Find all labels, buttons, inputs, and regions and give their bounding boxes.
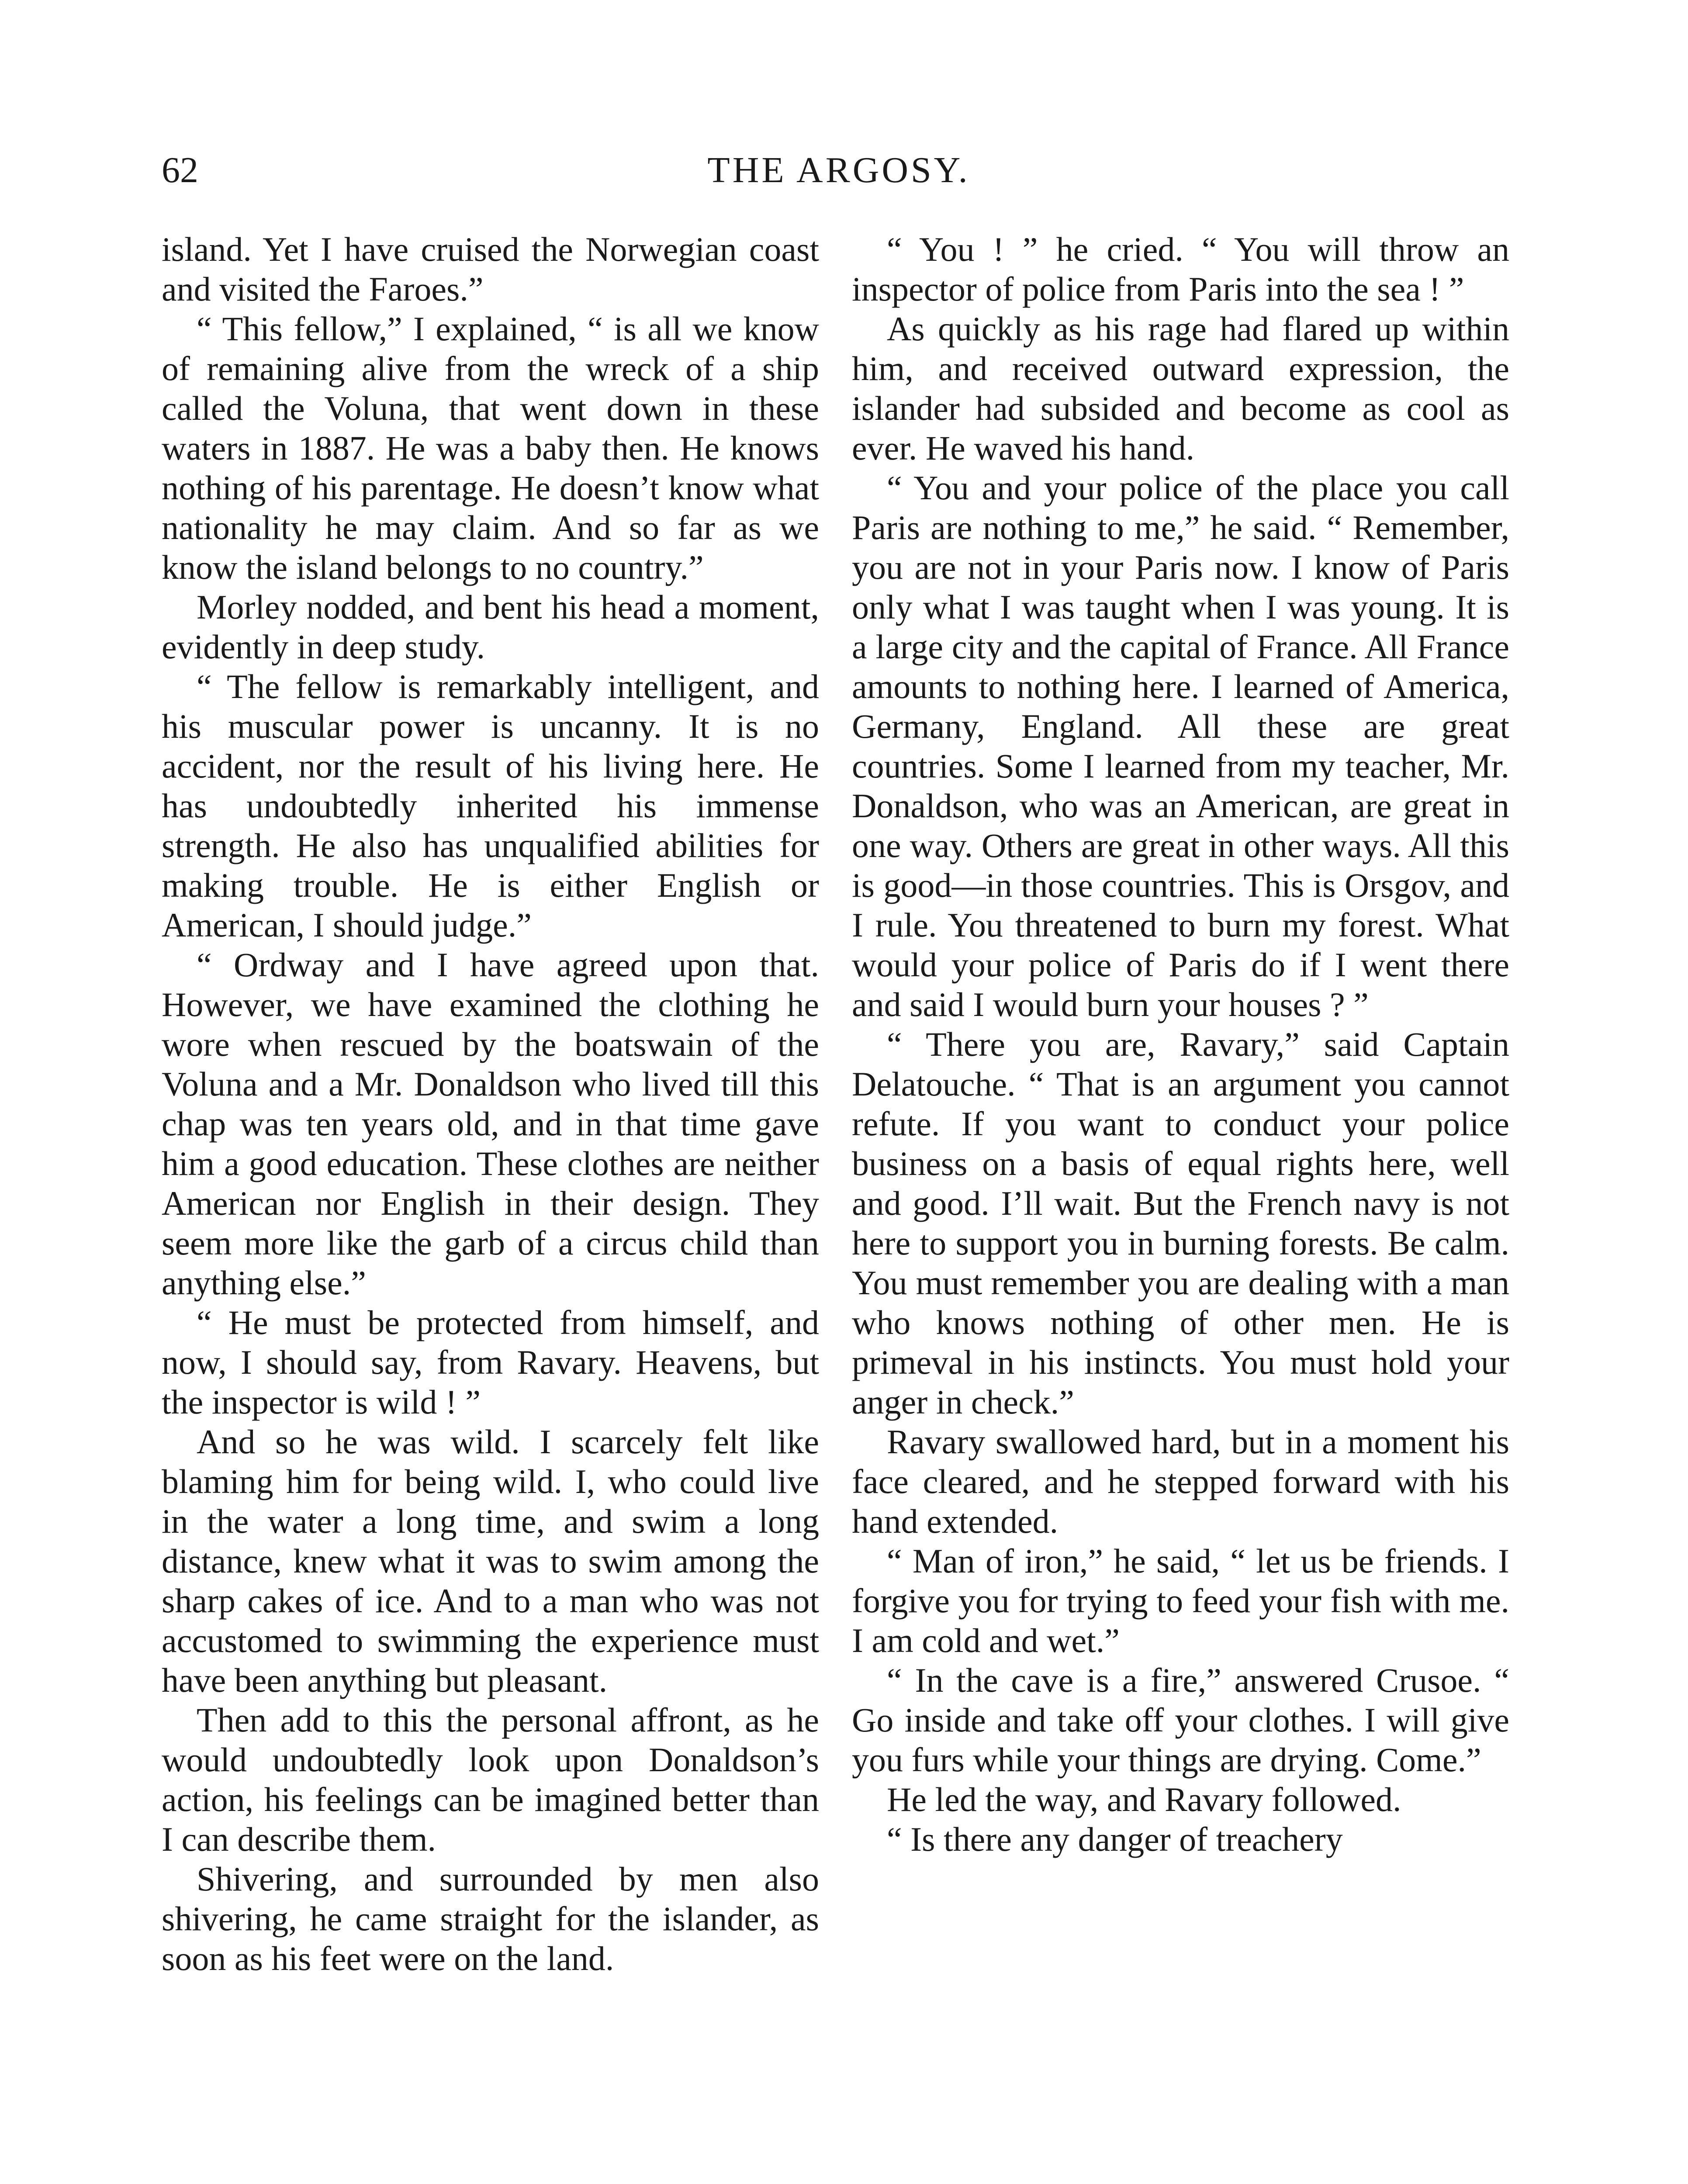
page-number: 62 <box>162 150 198 190</box>
paragraph: “ This fellow,” I explained, “ is all we know of remaining alive from the wreck of a ship called the Voluna, that went down in these waters in 1887. He was a baby then. He knows nothing of his parentage. He doesn’t know what nationality he may claim. And so far as we know the island belongs to no country.” <box>162 310 819 586</box>
paragraph: “ He must be protected from himself, and now, I should say, from Ravary. Heavens, but the inspector is wild ! ” <box>162 1303 819 1421</box>
paragraph: “ There you are, Ravary,” said Captain Delatouche. “ That is an argument you cannot refute. If you want to conduct your police business on a basis of equal rights here, well and good. I’ll wait. But the French navy is not here to support you in burning forests. Be calm. You must remember you are dealing with a man who knows nothing of other men. He is primeval in his instincts. You must hold your anger in check.” <box>852 1025 1509 1421</box>
page-header <box>162 140 1516 201</box>
paragraph: “ Ordway and I have agreed upon that. However, we have examined the clothing he wore when rescued by the boatswain of the Voluna and a Mr. Donaldson who lived till this chap was ten years old, and in that time gave him a good education. These clothes are neither American nor English in their design. They seem more like the garb of a circus child than anything else.” <box>162 946 819 1302</box>
paragraph: And so he was wild. I scarcely felt like blaming him for being wild. I, who could live in the water a long time, and swim a long distance, knew what it was to swim among the sharp cakes of ice. And to a man who was not accustomed to swimming the experience must have been anything but pleasant. <box>162 1423 819 1699</box>
paragraph: “ Is there any danger of treachery <box>887 1820 1343 1858</box>
paragraph: “ You and your police of the place you call Paris are nothing to me,” he said. “ Remember, you are not in your Paris now. I know of Paris only what I was taught when I was young. It is a large city and the capital of France. All France amounts to nothing here. I learned of America, Germany, England. All these are great countries. Some I learned from my teacher, Mr. Donaldson, who was an American, are great in one way. Others are great in other ways. All this is good—in those countries. This is Orsgov, and I rule. You threatened to burn my forest. What would your police of Paris do if I went there and said I would burn your houses ? ” <box>852 469 1509 1023</box>
paragraph: “ The fellow is remarkably intelligent, and his muscular power is uncanny. It is no accident, nor the result of his living here. He has undoubtedly inherited his immense strength. He also has unqualified abilities for making trouble. He is either English or American, I should judge.” <box>162 667 819 944</box>
paragraph: “ You ! ” he cried. “ You will throw an inspector of police from Paris into the sea ! ” <box>852 230 1509 308</box>
paragraph: island. Yet I have cruised the Norwegian coast and visited the Faroes.” <box>162 230 819 308</box>
paragraph: Then add to this the personal affront, as he would undoubtedly look upon Donaldson’s action, his feelings can be imagined better than I can describe them. <box>162 1701 819 1858</box>
paragraph: As quickly as his rage had flared up within him, and received outward expression, the islander had subsided and become as cool as ever. He waved his hand. <box>852 310 1509 467</box>
paragraph: He led the way, and Ravary followed. <box>887 1780 1401 1818</box>
running-title: THE ARGOSY. <box>707 150 970 190</box>
paragraph: Ravary swallowed hard, but in a moment his face cleared, and he stepped forward with his hand extended. <box>852 1423 1509 1540</box>
paragraph: Morley nodded, and bent his head a moment, evidently in deep study. <box>162 588 819 666</box>
right-column <box>852 229 1509 1859</box>
paragraph: “ Man of iron,” he said, “ let us be friends. I forgive you for trying to feed your fish with me. I am cold and wet.” <box>852 1542 1509 1659</box>
paragraph: Shivering, and surrounded by men also shivering, he came straight for the islander, as soon as his feet were on the land. <box>162 1860 819 1977</box>
paragraph: “ In the cave is a fire,” answered Crusoe. “ Go inside and take off your clothes. I will give you furs while your things are drying. Come.” <box>852 1661 1509 1779</box>
left-column <box>162 229 819 1978</box>
